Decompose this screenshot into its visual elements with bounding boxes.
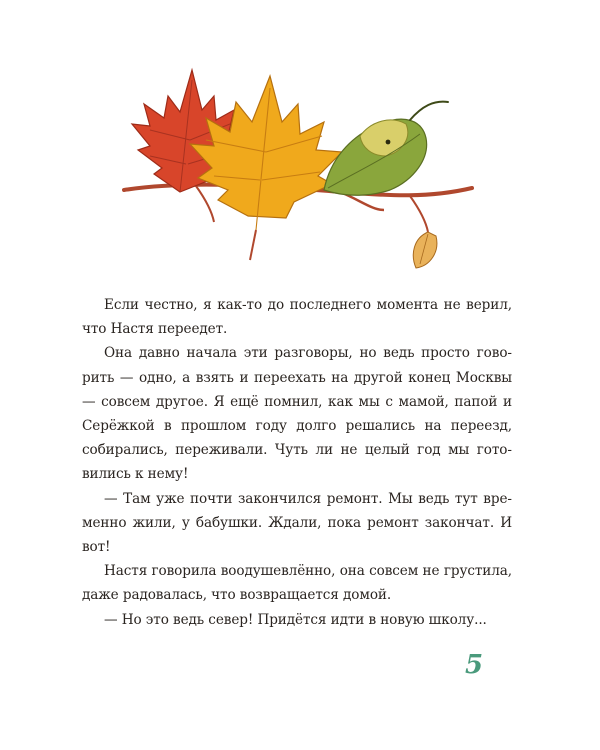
page-number: 5 — [465, 650, 484, 680]
small-leaf-icon — [413, 232, 437, 268]
paragraph: — Там уже почти закончился ремонт. Мы ведь тут временно жили, у бабушки. Ждали, пока ремонт закончат. И вот! — [82, 490, 512, 556]
paragraph: Она давно начала эти разговоры, но ведь просто говорить — одно, а взять и переехать на другой конец Москвы — совсем другое. Я ещё помнил, как мы с мамой, папой и Серёжкой в прошлом году долго решались на переезд, собирались, переживали. Чуть ли не целый год мы готовились к нему! — [82, 345, 512, 483]
paragraph: Настя говорила воодушевлённо, она совсем не грустила, даже радовалась, что возвращается домой. — [82, 563, 512, 604]
autumn-leaves-illustration — [110, 40, 480, 280]
story-text — [82, 293, 512, 632]
paragraph: Если честно, я как-то до последнего момента не верил, что Настя переедет. — [82, 297, 512, 338]
paragraph: — Но это ведь север! Придётся идти в новую школу... — [104, 611, 487, 628]
green-leaf-icon — [324, 102, 448, 196]
